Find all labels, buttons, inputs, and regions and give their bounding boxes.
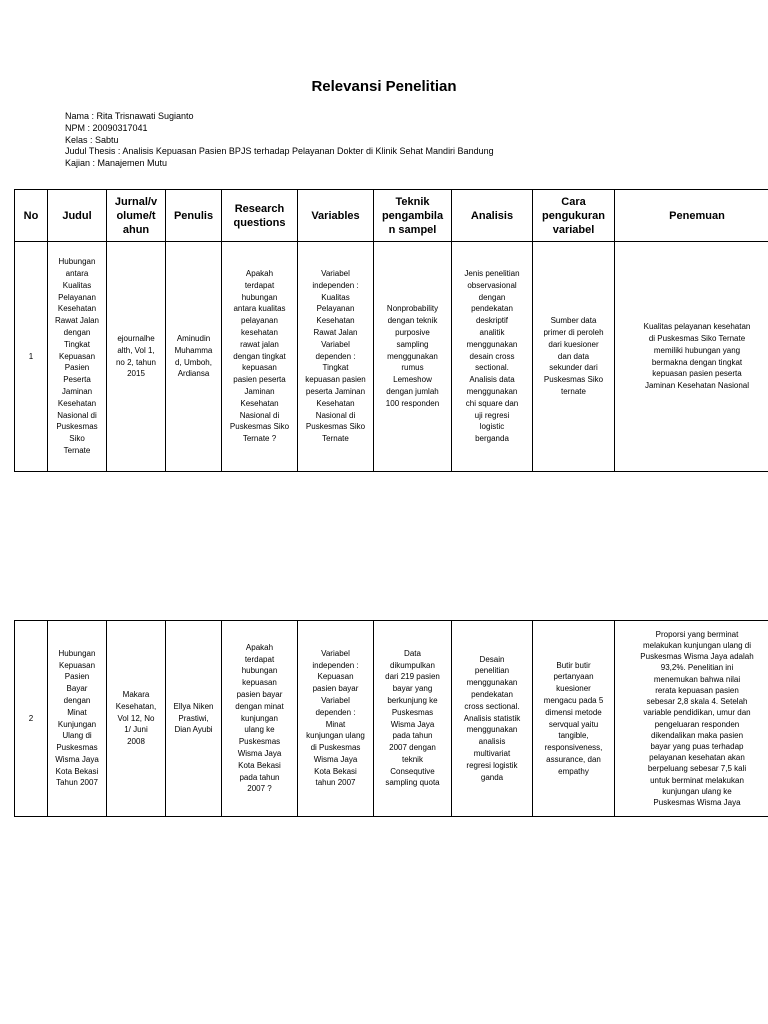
- cell-teknik: Nonprobability dengan teknik purposive sampling menggunakan rumus Lemeshow dengan jumlah 100 responden: [374, 242, 452, 472]
- header-cara: Cara pengukuran variabel: [533, 190, 615, 242]
- cell-penulis: Ellya Niken Prastiwi, Dian Ayubi: [166, 621, 222, 817]
- cell-judul: Hubungan antara Kualitas Pelayanan Kesehatan Rawat Jalan dengan Tingkat Kepuasan Pasien Peserta Jaminan Kesehatan Nasional di Puskesmas Siko Ternate: [48, 242, 107, 472]
- cell-research-questions: Apakah terdapat hubungan antara kualitas pelayanan kesehatan rawat jalan dengan tingkat kepuasan pasien peserta Jaminan Kesehatan Nasional di Puskesmas Siko Ternate ?: [222, 242, 298, 472]
- cell-analisis: Desain penelitian menggunakan pendekatan cross sectional. Analisis statistik menggunakan analisis multivariat regresi logistik ganda: [452, 621, 533, 817]
- cell-teknik: Data dikumpulkan dari 219 pasien bayar yang berkunjung ke Puskesmas Wisma Jaya pada tahun 2007 dengan teknik Consequtive sampling quota: [374, 621, 452, 817]
- cell-research-questions: Apakah terdapat hubungan kepuasan pasien bayar dengan minat kunjungan ulang ke Puskesmas Wisma Jaya Kota Bekasi pada tahun 2007 ?: [222, 621, 298, 817]
- student-npm: NPM : 20090317041: [65, 122, 148, 133]
- research-table-2: [14, 620, 768, 817]
- student-class: Kelas : Sabtu: [65, 134, 119, 145]
- table-row: [15, 621, 768, 817]
- page-title: Relevansi Penelitian: [311, 78, 457, 95]
- header-teknik: Teknik pengambila n sampel: [374, 190, 452, 242]
- cell-analisis: Jenis penelitian observasional dengan pendekatan deskriptif analitik menggunakan desain cross sectional. Analisis data menggunakan chi square dan uji regresi logistic berganda: [452, 242, 533, 472]
- student-name: Nama : Rita Trisnawati Sugianto: [65, 111, 194, 121]
- cell-cara: Butir butir pertanyaan kuesioner mengacu pada 5 dimensi metode servqual yaitu tangible, responsiveness, assurance, dan empathy: [533, 621, 615, 817]
- header-variables: Variables: [298, 190, 374, 242]
- table-header-row: [15, 190, 768, 242]
- cell-penemuan: Kualitas pelayanan kesehatan di Puskesmas Siko Ternate memiliki hubungan yang bermakna dengan tingkat kepuasan pasien peserta Jaminan Kesehatan Nasional: [615, 242, 768, 472]
- cell-variables: Variabel independen : Kepuasan pasien bayar Variabel dependen : Minat kunjungan ulang di Puskesmas Wisma Jaya Kota Bekasi tahun 2007: [298, 621, 374, 817]
- cell-penulis: Aminudin Muhamma d, Umboh, Ardiansa: [166, 242, 222, 472]
- header-judul: Judul: [48, 190, 107, 242]
- cell-jurnal: ejournalhe alth, Vol 1, no 2, tahun 2015: [107, 242, 166, 472]
- cell-judul: Hubungan Kepuasan Pasien Bayar dengan Minat Kunjungan Ulang di Puskesmas Wisma Jaya Kota Bekasi Tahun 2007: [48, 621, 107, 817]
- header-jurnal: Jurnal/v olume/t ahun: [107, 190, 166, 242]
- cell-no: 1: [15, 242, 48, 472]
- thesis-title: Judul Thesis : Analisis Kepuasan Pasien BPJS terhadap Pelayanan Dokter di Klinik Sehat Mandiri Bandung: [65, 146, 494, 157]
- header-no: No: [15, 190, 48, 242]
- header-analisis: Analisis: [452, 190, 533, 242]
- header-penemuan: Penemuan: [615, 190, 768, 242]
- cell-variables: Variabel independen : Kualitas Pelayanan Kesehatan Rawat Jalan Variabel dependen : Tingkat kepuasan pasien peserta Jaminan Kesehatan Nasional di Puskesmas Siko Ternate: [298, 242, 374, 472]
- cell-jurnal: Makara Kesehatan, Vol 12, No 1/ Juni 2008: [107, 621, 166, 817]
- cell-cara: Sumber data primer di peroleh dari kuesioner dan data sekunder dari Puskesmas Siko ternate: [533, 242, 615, 472]
- table-row: [15, 242, 768, 472]
- research-table-1: [14, 189, 768, 472]
- header-research-questions: Research questions: [222, 190, 298, 242]
- cell-penemuan: Proporsi yang berminat melakukan kunjungan ulang di Puskesmas Wisma Jaya adalah 93,2%. Penelitian ini menemukan bahwa nilai rerata kepuasan pasien sebesar 2,8 skala 4. Setelah variable pendidikan, umur dan pengeluaran responden dikendalikan maka pasien bayar yang puas terhadap pelayanan kesehatan akan berpeluang sebesar 7,5 kali untuk berminat melakukan kunjungan ulang ke Puskesmas Wisma Jaya: [615, 621, 768, 817]
- cell-no: 2: [15, 621, 48, 817]
- header-penulis: Penulis: [166, 190, 222, 242]
- study-area: Kajian : Manajemen Mutu: [65, 158, 168, 169]
- student-info: [65, 111, 494, 170]
